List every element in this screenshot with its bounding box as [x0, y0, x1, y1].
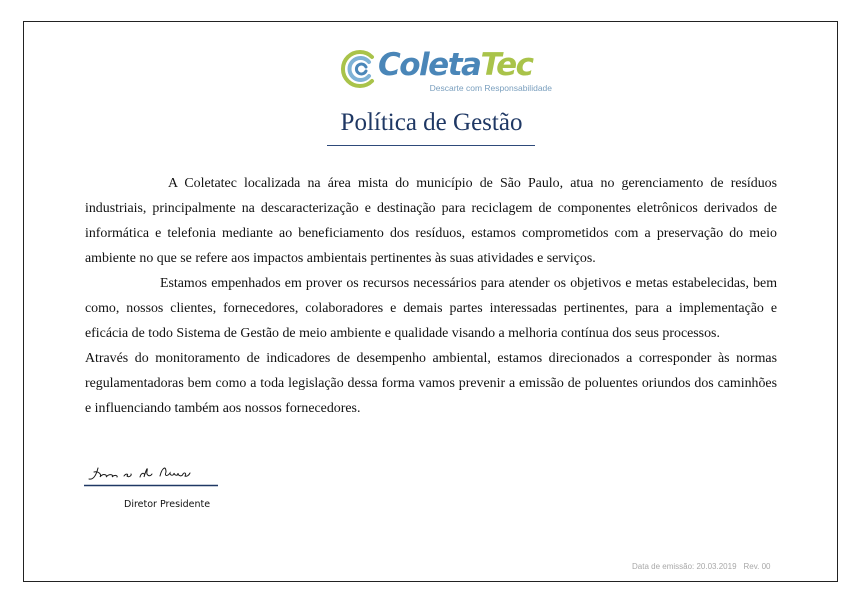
handwritten-signature [84, 462, 218, 488]
title-underline [327, 145, 535, 146]
issue-date: Data de emissão: 20.03.2019 [632, 562, 737, 571]
logo-wordmark [378, 45, 533, 85]
logo-mark-icon [340, 49, 380, 89]
page-title: Política de Gestão [340, 109, 523, 136]
policy-body [85, 171, 777, 421]
logo-word-coleta: Coleta [378, 47, 481, 83]
document-page [23, 21, 838, 582]
revision-number: Rev. 00 [743, 562, 771, 571]
policy-paragraph-2: Estamos empenhados em prover os recursos necessários para atender os objetivos e metas estabelecidas, bem como, nossos clientes, fornecedores, colaboradores e demais partes interessadas pertinentes, para a implementação e eficácia de todo Sistema de Gestão de meio ambiente e qualidade visando a melhoria contínua dos seus processos. [85, 276, 777, 341]
company-logo [340, 49, 550, 93]
logo-word-tec: Tec [480, 47, 533, 83]
policy-paragraph-1: A Coletatec localizada na área mista do município de São Paulo, atua no gerenciamento de resíduos industriais, principalmente na descaracterização e destinação para reciclagem de componentes eletrônicos derivados de informática e telefonia mediante ao beneficiamento dos resíduos, estamos comprometidos com a preservação do meio ambiente no que se refere aos impactos ambientais pertinentes às suas atividades e serviços. [85, 176, 777, 266]
policy-paragraph-3: Através do monitoramento de indicadores de desempenho ambiental, estamos direcionados a corresponder às normas regulamentadoras bem como a toda legislação dessa forma vamos prevenir a emissão de poluentes oriundos dos caminhões e influenciando também aos nossos fornecedores. [85, 351, 777, 416]
signatory-role: Diretor Presidente [124, 499, 211, 510]
document-footer [632, 562, 771, 571]
logo-tagline: Descarte com Responsabilidade [429, 83, 552, 93]
